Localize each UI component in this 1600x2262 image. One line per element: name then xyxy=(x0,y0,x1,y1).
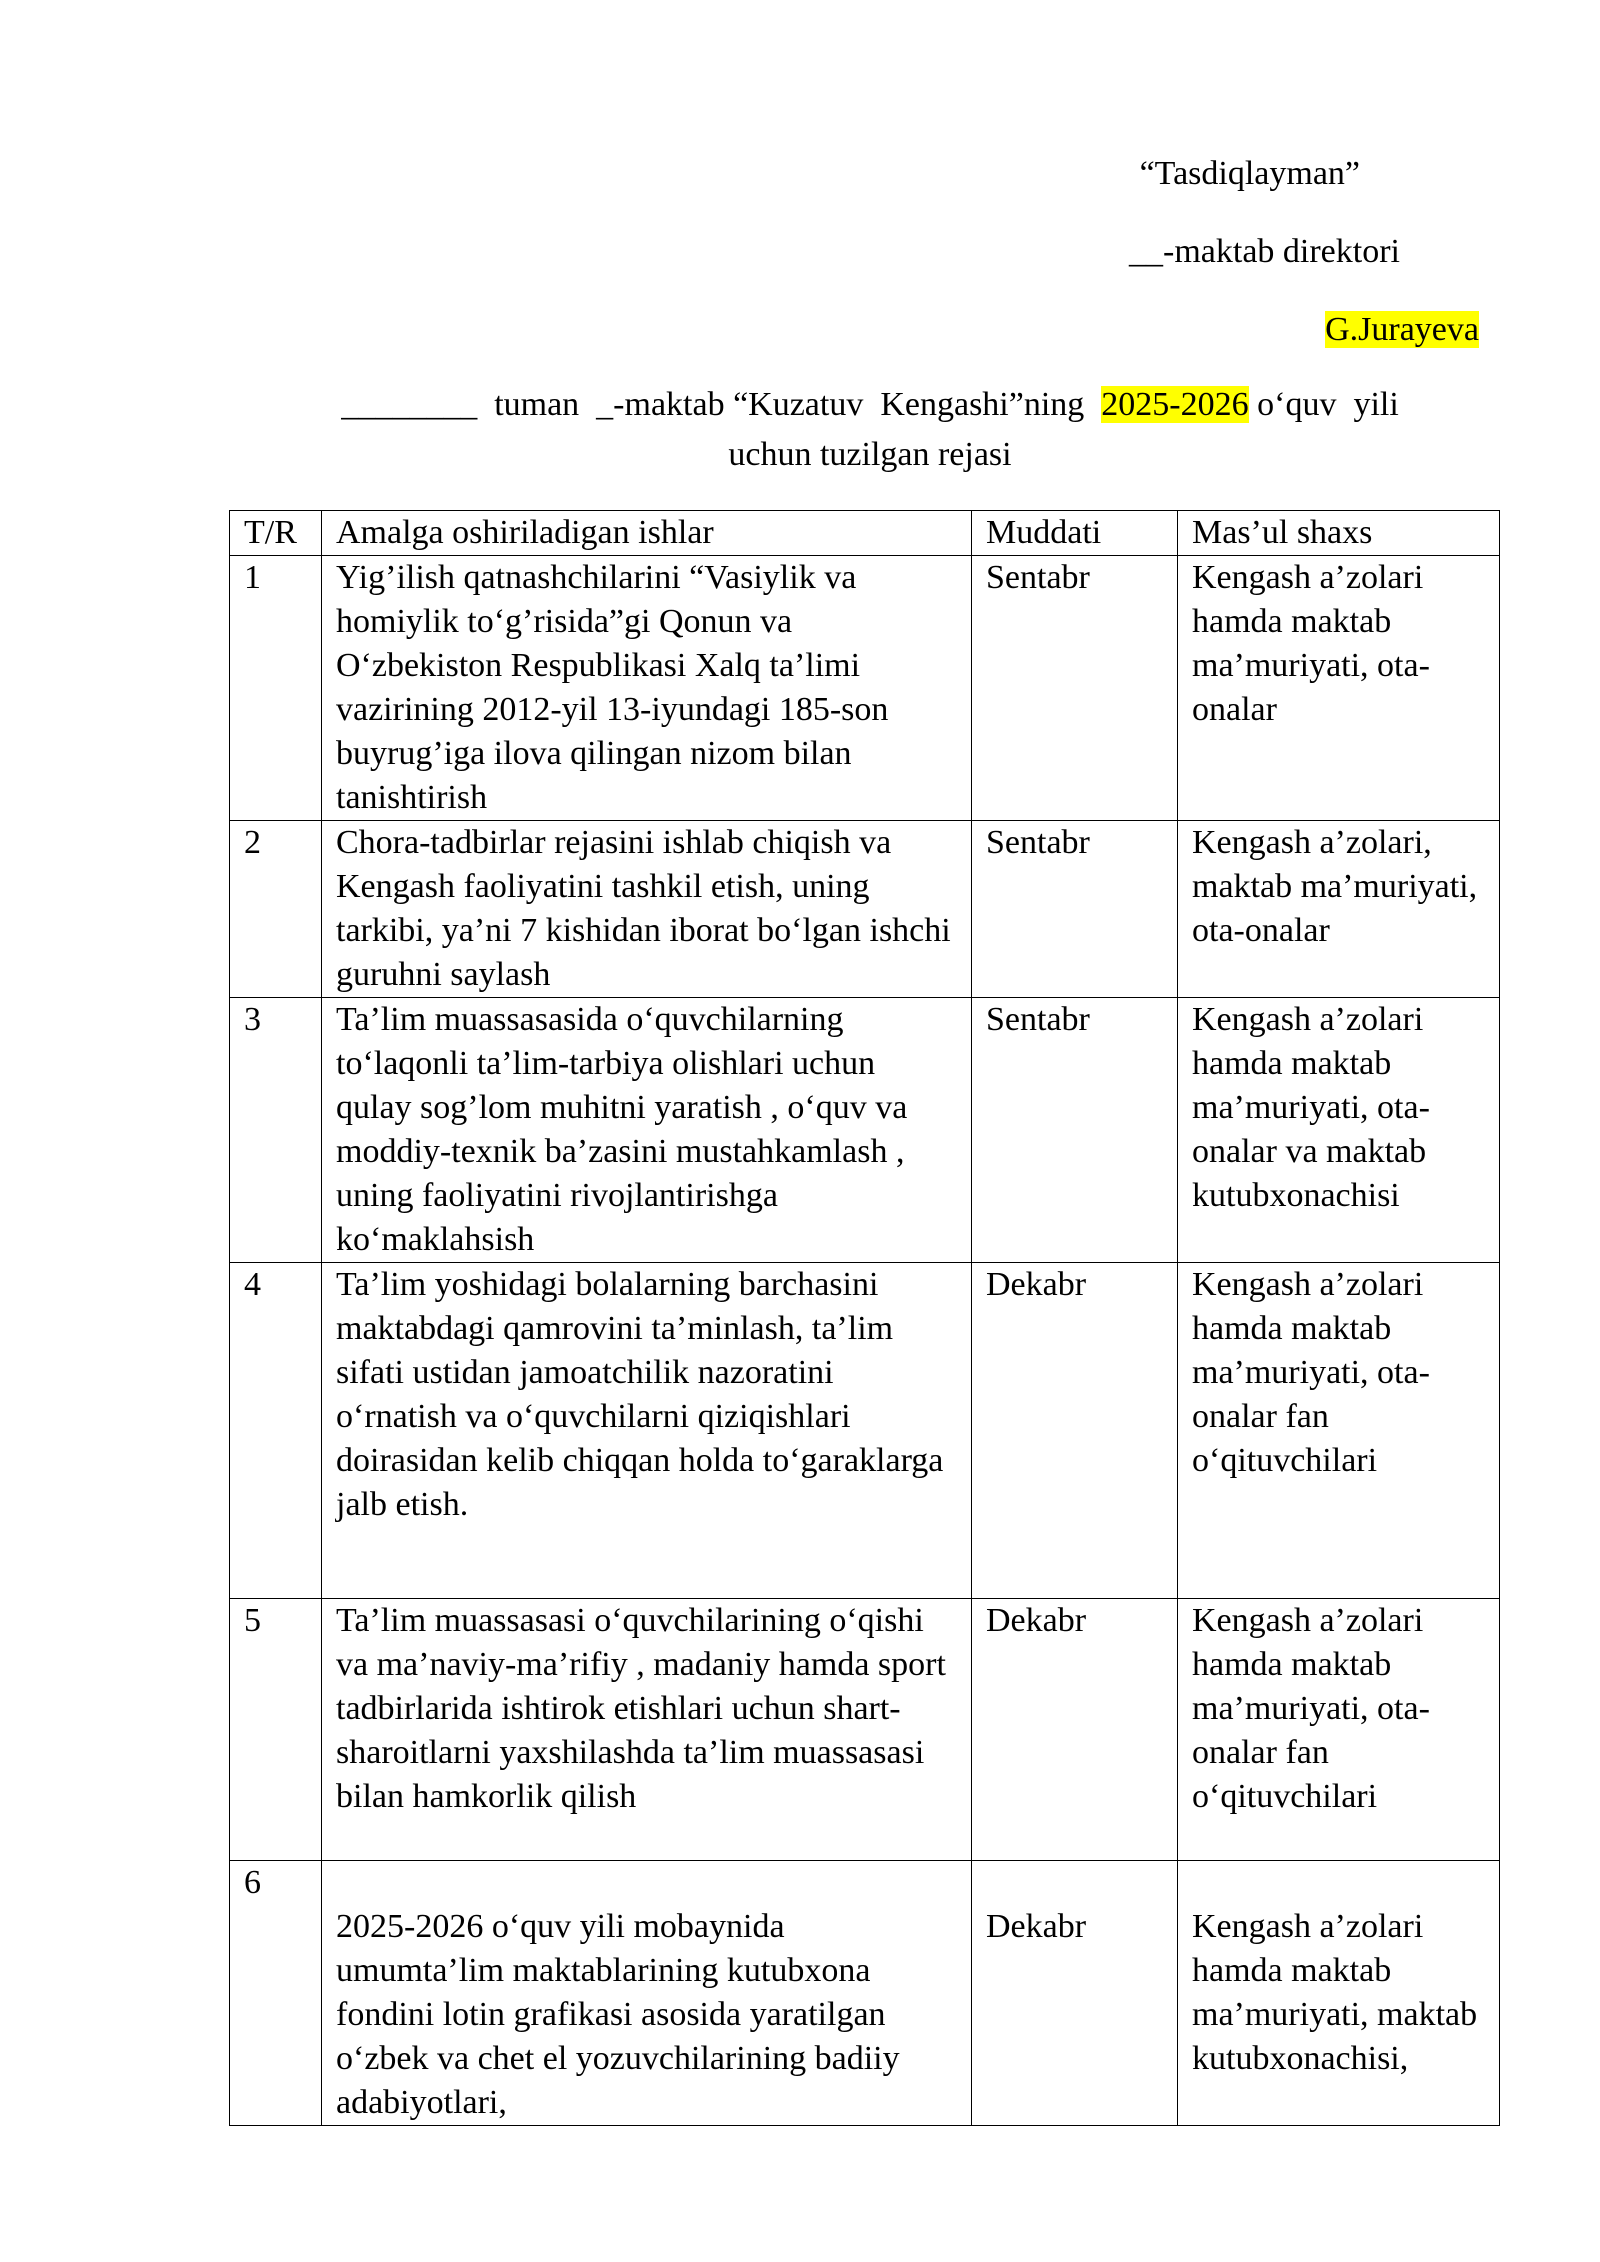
row-term: Sentabr xyxy=(972,556,1178,821)
row-term: Dekabr xyxy=(972,1263,1178,1599)
header-number: T/R xyxy=(230,511,322,556)
director-name-highlight: G.Jurayeva xyxy=(1325,311,1479,348)
row-term: Dekabr xyxy=(972,1599,1178,1861)
title-pre: tuman _-maktab “Kuzatuv Kengashi”ning xyxy=(494,386,1093,423)
row-responsible: Kengash a’zolari hamda maktab ma’muriyati, ota-onalar fan o‘qituvchilari xyxy=(1178,1599,1500,1861)
row-responsible: Kengash a’zolari hamda maktab ma’muriyati, ota-onalar fan o‘qituvchilari xyxy=(1178,1263,1500,1599)
row-responsible: Kengash a’zolari hamda maktab ma’muriyati, ota-onalar xyxy=(1178,556,1500,821)
row-responsible: Kengash a’zolari hamda maktab ma’muriyati, maktab kutubxonachisi, xyxy=(1178,1861,1500,2126)
row-number: 4 xyxy=(230,1263,322,1599)
plan-table xyxy=(229,510,1500,2126)
row-number: 1 xyxy=(230,556,322,821)
title-line-1 xyxy=(260,380,1480,430)
row-task: Ta’lim muassasasida o‘quvchilarning to‘laqonli ta’lim-tarbiya olishlari uchun qulay sog’lom muhitni yaratish , o‘quv va moddiy-texnik ba’zasini mustahkamlash , uning faoliyatini rivojlantirishga ko‘maklahsish xyxy=(322,998,972,1263)
approval-line-2: __-maktab direktori xyxy=(1129,233,1400,270)
row-number: 2 xyxy=(230,821,322,998)
row-task: Ta’lim muassasasi o‘quvchilarining o‘qishi va ma’naviy-ma’rifiy , madaniy hamda sport tadbirlarida ishtirok etishlari uchun shart-sharoitlarni yaxshilashda ta’lim muassasasi bilan hamkorlik qilish xyxy=(322,1599,972,1861)
table-row xyxy=(230,1263,1500,1599)
row-task: Yig’ilish qatnashchilarini “Vasiylik va homiylik to‘g’risida”gi Qonun va O‘zbekiston Respublikasi Xalq ta’limi vazirining 2012-yil 13-iyundagi 185-son buyrug’iga ilova qilingan nizom bilan tanishtirish xyxy=(322,556,972,821)
row-number: 6 xyxy=(230,1861,322,2126)
row-responsible: Kengash a’zolari hamda maktab ma’muriyati, ota-onalar va maktab kutubxonachisi xyxy=(1178,998,1500,1263)
row-number: 5 xyxy=(230,1599,322,1861)
title-year: 2025-2026 xyxy=(1101,386,1249,423)
table-row xyxy=(230,1599,1500,1861)
header-responsible: Mas’ul shaxs xyxy=(1178,511,1500,556)
title-blank: ________ xyxy=(341,386,478,423)
row-term: Sentabr xyxy=(972,998,1178,1263)
table-header-row xyxy=(230,511,1500,556)
table-row xyxy=(230,998,1500,1263)
row-task: 2025-2026 o‘quv yili mobaynida umumta’lim maktablarining kutubxona fondini lotin grafikasi asosida yaratilgan o‘zbek va chet el yozuvchilarining badiiy adabiyotlari, xyxy=(322,1861,972,2126)
header-task: Amalga oshiriladigan ishlar xyxy=(322,511,972,556)
title-post: o‘quv yili xyxy=(1257,386,1399,423)
row-term: Dekabr xyxy=(972,1861,1178,2126)
row-task: Ta’lim yoshidagi bolalarning barchasini maktabdagi qamrovini ta’minlash, ta’lim sifati ustidan jamoatchilik nazoratini o‘rnatish va o‘quvchilarni qiziqishlari doirasidan kelib chiqqan holda to‘garaklarga jalb etish. xyxy=(322,1263,972,1599)
header-term: Muddati xyxy=(972,511,1178,556)
table-row xyxy=(230,821,1500,998)
document-title xyxy=(260,380,1480,480)
row-task: Chora-tadbirlar rejasini ishlab chiqish va Kengash faoliyatini tashkil etish, uning tarkibi, ya’ni 7 kishidan iborat bo‘lgan ishchi guruhni saylash xyxy=(322,821,972,998)
row-term: Sentabr xyxy=(972,821,1178,998)
row-responsible: Kengash a’zolari, maktab ma’muriyati, ota-onalar xyxy=(1178,821,1500,998)
director-name xyxy=(1325,308,1479,352)
table-row xyxy=(230,556,1500,821)
row-number: 3 xyxy=(230,998,322,1263)
table-row xyxy=(230,1861,1500,2126)
title-line-2: uchun tuzilgan rejasi xyxy=(728,436,1012,473)
approval-line-1: “Tasdiqlayman” xyxy=(1139,155,1360,192)
